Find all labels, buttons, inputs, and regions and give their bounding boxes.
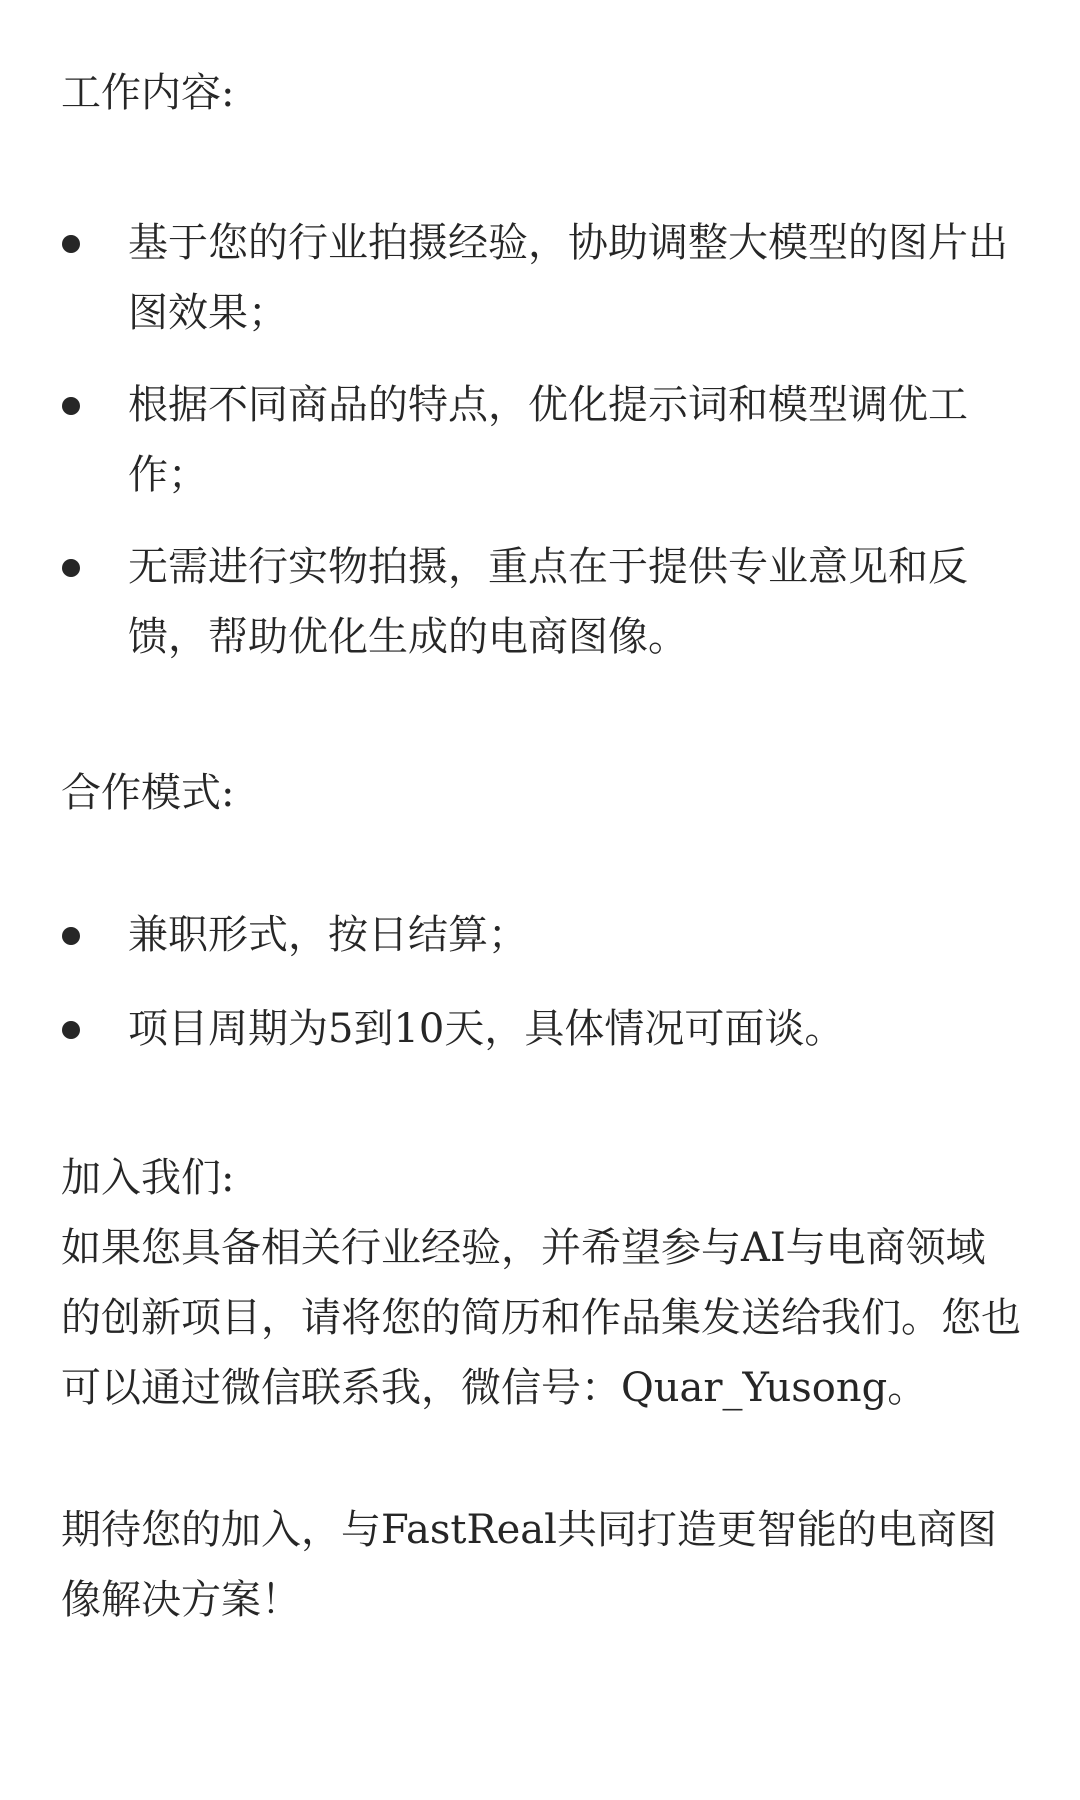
list-item-text: 基于您的行业拍摄经验，协助调整大模型的图片出图效果；	[128, 220, 1008, 336]
cooperation-list	[61, 900, 1029, 1064]
list-item	[61, 900, 1029, 970]
list-item-text: 根据不同商品的特点，优化提示词和模型调优工作；	[128, 382, 968, 498]
bullet-dot-icon	[62, 1021, 80, 1039]
work-content-list	[61, 208, 1029, 672]
join-us-body: 如果您具备相关行业经验，并希望参与AI与电商领域的创新项目，请将您的简历和作品集发送给我们。您也可以通过微信联系我，微信号：Quar_Yusong。	[61, 1225, 1021, 1411]
bullet-dot-icon	[62, 397, 80, 415]
list-item-text: 项目周期为5到10天，具体情况可面谈。	[128, 1006, 845, 1052]
list-item	[61, 532, 1029, 672]
bullet-dot-icon	[62, 927, 80, 945]
closing-text: 期待您的加入，与FastReal共同打造更智能的电商图像解决方案！	[61, 1507, 997, 1623]
list-item	[61, 208, 1029, 348]
bullet-dot-icon	[62, 559, 80, 577]
join-us-heading: 加入我们:	[61, 1155, 235, 1201]
list-item	[61, 370, 1029, 510]
list-item	[61, 994, 1029, 1064]
bullet-dot-icon	[62, 235, 80, 253]
list-item-text: 兼职形式，按日结算；	[128, 912, 528, 958]
cooperation-heading: 合作模式:	[61, 770, 235, 816]
work-content-heading: 工作内容:	[61, 70, 235, 116]
list-item-text: 无需进行实物拍摄，重点在于提供专业意见和反馈，帮助优化生成的电商图像。	[128, 544, 968, 660]
